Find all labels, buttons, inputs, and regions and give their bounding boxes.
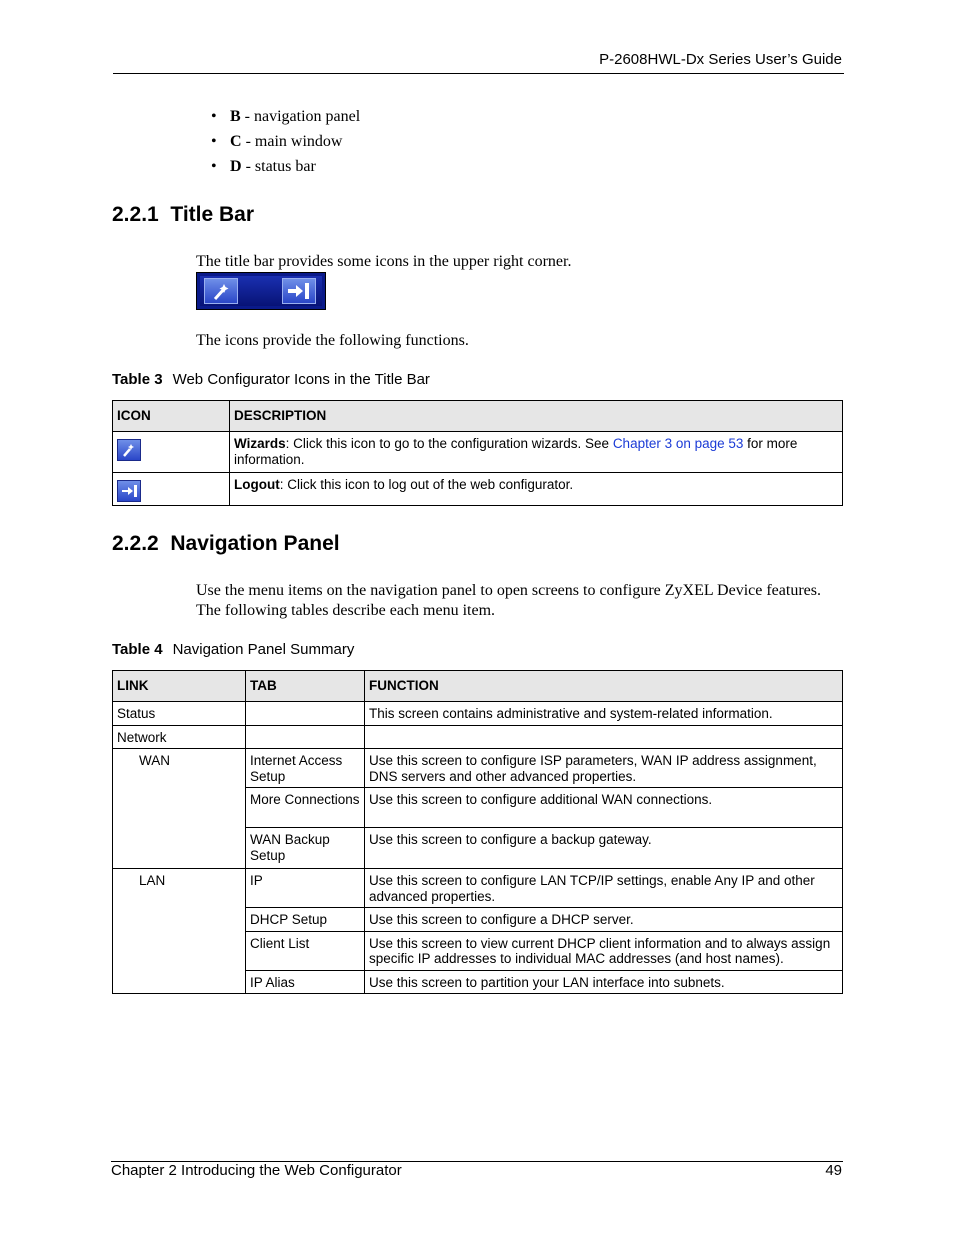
running-header-title: P-2608HWL-Dx Series User’s Guide xyxy=(599,51,842,68)
table-row: WAN Backup Setup Use this screen to configure a backup gateway. xyxy=(113,828,843,869)
column-header: LINK xyxy=(113,671,246,702)
logout-icon xyxy=(117,480,141,502)
navigation-panel-intro: Use the menu items on the navigation panel to open screens to configure ZyXEL Device features. The following tables describe each menu item. xyxy=(196,582,821,619)
table-4-caption: Table 4 Navigation Panel Summary xyxy=(112,641,355,658)
table-3-caption: Table 3 Web Configurator Icons in the Title Bar xyxy=(112,371,430,388)
table-row: DHCP Setup Use this screen to configure a DHCP server. xyxy=(113,908,843,932)
table-row: Wizards: Click this icon to go to the configuration wizards. See Chapter 3 on page 53 for more information. xyxy=(113,432,843,473)
table-row: Logout: Click this icon to log out of the web configurator. xyxy=(113,473,843,506)
table-row: More Connections Use this screen to configure additional WAN connections. xyxy=(113,788,843,828)
title-bar-icons-table xyxy=(112,400,843,506)
navigation-panel-summary-table xyxy=(112,670,843,994)
footer-chapter-title: Chapter 2 Introducing the Web Configurator xyxy=(111,1162,402,1179)
table-row: Status This screen contains administrative and system-related information. xyxy=(113,702,843,726)
table-row: IP Alias Use this screen to partition your LAN interface into subnets. xyxy=(113,970,843,994)
column-header: ICON xyxy=(113,401,230,432)
page-number: 49 xyxy=(825,1162,842,1179)
table-row: LAN IP Use this screen to configure LAN TCP/IP settings, enable Any IP and other advanced properties. xyxy=(113,869,843,908)
chapter-3-link[interactable]: Chapter 3 on page 53 xyxy=(612,436,744,451)
title-bar-intro: The title bar provides some icons in the upper right corner. xyxy=(196,253,572,270)
wizard-icon xyxy=(204,278,238,304)
icons-functions-text: The icons provide the following functions. xyxy=(196,332,469,349)
column-header: DESCRIPTION xyxy=(230,401,843,432)
header-rule xyxy=(113,73,844,74)
section-heading-navigation-panel: 2.2.2 Navigation Panel xyxy=(112,532,340,555)
list-item: • B - navigation panel xyxy=(211,108,361,125)
title-bar-image xyxy=(196,272,326,310)
list-item: • D - status bar xyxy=(211,158,316,175)
list-item: • C - main window xyxy=(211,133,343,150)
wizard-icon xyxy=(117,439,141,461)
table-row: Client List Use this screen to view current DHCP client information and to always assign specific IP addresses to individual MAC addresses (and host names). xyxy=(113,931,843,970)
logout-icon xyxy=(282,278,316,304)
component-bullet-list xyxy=(211,106,360,181)
column-header: FUNCTION xyxy=(365,671,843,702)
column-header: TAB xyxy=(246,671,365,702)
section-heading-title-bar: 2.2.1 Title Bar xyxy=(112,203,255,226)
table-row: WAN Internet Access Setup Use this screen to configure ISP parameters, WAN IP address assignment, DNS servers and other advanced properties. xyxy=(113,749,843,788)
table-row: Network xyxy=(113,725,843,749)
